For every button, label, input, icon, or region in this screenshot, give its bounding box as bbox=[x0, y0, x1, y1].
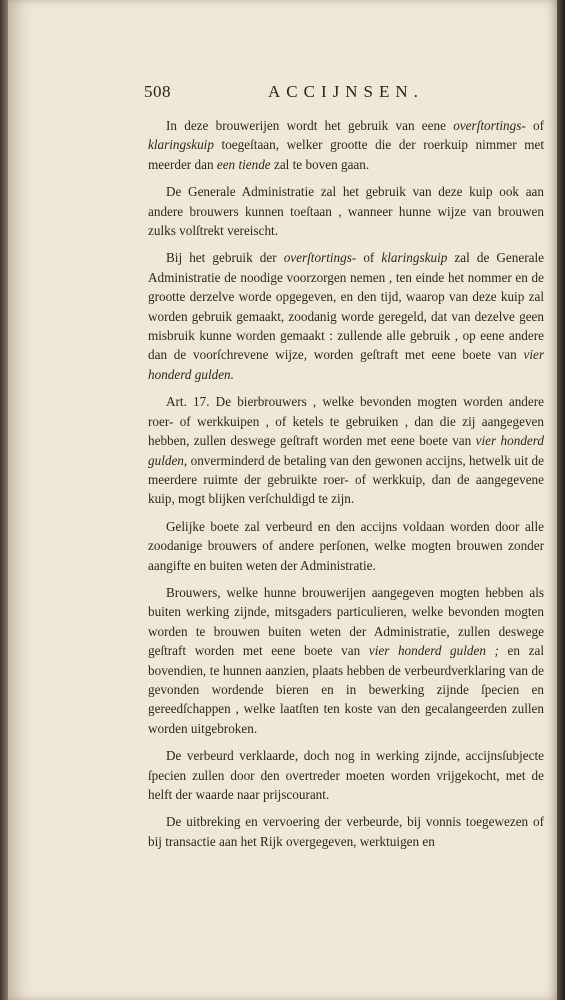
italic-text: overſtortings- bbox=[453, 118, 526, 133]
text-run: Bij het gebruik der bbox=[166, 250, 284, 266]
body-text bbox=[148, 116, 544, 859]
page-number: 508 bbox=[144, 82, 171, 101]
italic-text: vier honderd gulden. bbox=[148, 347, 544, 382]
text-run: toegeſtaan, welker grootte die der roerkuip nimmer met meerder dan bbox=[148, 137, 544, 172]
text-run: In deze brouwerijen wordt het gebruik van eene bbox=[166, 118, 454, 133]
text-run: Brouwers, welke hunne brouwerijen aangegeven mogten hebben als buiten werking zijnde, mitsgaders particulieren, welke bevonden mogten worden te brouwen buiten weten der Administratie, zullen deswege geſtraft worden met eene boete van bbox=[148, 584, 544, 659]
italic-text: een tiende bbox=[216, 156, 271, 172]
page-header bbox=[144, 82, 544, 106]
paragraph bbox=[148, 116, 544, 174]
paragraph bbox=[148, 746, 544, 804]
paragraph bbox=[148, 517, 544, 575]
italic-text: klaringskuip bbox=[148, 137, 214, 153]
text-run: De uitbreking en vervoering der verbeurde, bij vonnis toegewezen of bij transactie aan het Rijk overgegeven, werktuigen en bbox=[148, 814, 544, 849]
running-title: ACCIJNSEN. bbox=[268, 82, 424, 101]
italic-text: vier honderd gulden bbox=[148, 433, 545, 468]
text-run: zal te boven gaan. bbox=[270, 156, 370, 172]
text-run: zal de Generale Administratie de noodige voorzorgen nemen , ten einde het nommer en de grootte derzelve worde opgegeven, en den tijd, waarop van deze kuip zal worden gebruik gemaakt, zoodanig worde geregeld, dat van dezelve geen misbruik kunne worden gemaakt : zullende alle gebruik , op eene andere dan de voorſchrevene wijze, worden geſtraft met eene boete van bbox=[148, 250, 544, 363]
paragraph bbox=[148, 812, 544, 851]
paragraph bbox=[148, 392, 544, 508]
paragraph bbox=[148, 583, 544, 738]
text-run: Gelijke boete zal verbeurd en den accijns voldaan worden door alle zoodanige brouwers of andere perſonen, welke mogten brouwen zonder aangifte en buiten weten der Administratie. bbox=[148, 518, 544, 573]
paragraph bbox=[148, 248, 544, 384]
italic-text: klaringskuip bbox=[381, 250, 448, 266]
text-run: of bbox=[356, 250, 382, 266]
book-gutter bbox=[0, 0, 8, 1000]
italic-text: vier honderd gulden ; bbox=[368, 643, 499, 659]
text-run: Art. 17. De bierbrouwers , welke bevonden mogten worden andere roer- of werkkuipen , of ketels te gebruiken , dan die zij aangegeven hebben, zullen deswege geſtraft worden met eene boete van bbox=[148, 394, 544, 449]
text-run: , onverminderd de betaling van den gewonen accijns, hetwelk uit de meerdere ruimte der gebruikte roer- of werkkuip, dan de aangegevene kuip, mogt blijken verſchuldigd te zijn. bbox=[148, 452, 544, 507]
paragraph bbox=[148, 182, 544, 240]
text-run: en zal bovendien, te hunnen aanzien, plaats hebben de verbeurdverklaring van de gevonden wordende bieren en in bewerking zijnde ſpecien en gereedſchappen , welke laatſten ten koste van den gecalangeerden zullen worden uitgebroken. bbox=[148, 643, 544, 736]
italic-text: overſtortings- bbox=[283, 250, 357, 266]
text-run: of bbox=[525, 118, 544, 133]
page-edge bbox=[557, 0, 565, 1000]
text-run: De verbeurd verklaarde, doch nog in werking zijnde, accijnsſubjecte ſpecien zullen door den overtreder moeten worden vrijgekocht, met de helft der waarde naar prijscourant. bbox=[148, 748, 544, 802]
book-page bbox=[8, 0, 557, 1000]
text-run: De Generale Administratie zal het gebruik van deze kuip ook aan andere brouwers kunnen toeſtaan , wanneer hunne wijze van brouwen zulks volſtrekt vereischt. bbox=[148, 184, 544, 239]
